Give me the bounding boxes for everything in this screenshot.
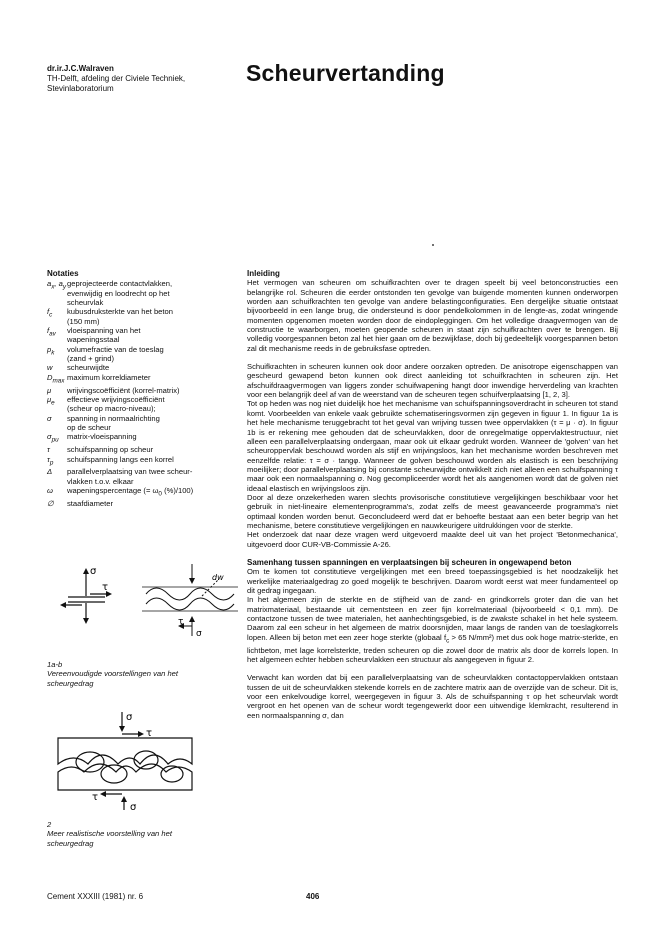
notation-item	[47, 307, 242, 326]
notation-description: kubusdruksterkte van het beton (150 mm)	[67, 307, 173, 326]
notation-description: matrix-vloeispanning	[67, 432, 137, 442]
paragraph: Het onderzoek dat naar deze vragen werd uitgevoerd maakte deel uit van het project 'Betonmechanica', uitgevoerd door CUR-VB-Commissie A-26.	[247, 530, 618, 549]
notation-item	[47, 499, 242, 508]
figure-2-caption-line-2: scheurgedrag	[47, 838, 94, 848]
paragraph: Tot op heden was nog niet duidelijk hoe het mechanisme van schuifspanningsoverdracht in scheuren tot stand komt. Voorbeelden van enkele vaak gebruikte schematiseringsvormen zijn gegeven in figuur 1. In figuur 1a is het hele mechanisme teruggebracht tot het geval van wrijving tussen twee oppervlakken (τ = μ · σ). In figuur 1b is er rekening mee gehouden dat de scheurvlakken, door de onregelmatige oppervlaktestructuur, niet alleen een parallelverplaatsing ondergaan, maar ook uit elkaar gedrukt worden. Wanneer de 'golven' van het scheuroppervlak beschouwd worden als stijf en wrijvingsloos, kan het mechanisme worden beschreven met eenzelfde relatie: τ = σ · tangφ. Wanneer de golven beschouwd worden als elastisch is een beschrijving moeilijker; door parallelverplaatsing bij constante scheurwijdte ontwikkelt zich niet alleen een schuifspanning τ maar ook een normaalspanning σ. Nog gecompliceerder wordt het als aangenomen wordt dat de golven niet ideaal elastisch en wrijvingsloos zijn.	[247, 399, 618, 493]
paragraph: Schuifkrachten in scheuren kunnen ook door andere oorzaken optreden. De anisotrope eigenschappen van gescheurd gewapend beton kunnen ook direct aanleiding tot schuifkrachten in scheuren zijn. Het afschuifdraagvermogen van liggers zonder schuifwapening hangt door inwendige herverdeling van krachten voor een belangrijk deel af van de weerstand van de scheuren tegen schuifverplaatsing [1, 2, 3].	[247, 362, 618, 400]
notation-symbol: ∅	[47, 498, 54, 508]
notation-symbol: $f_c$	[47, 307, 53, 319]
figure-1-caption	[47, 660, 237, 688]
notation-item	[47, 486, 242, 499]
section-heading-inleiding: Inleiding	[247, 269, 280, 278]
figure-1a	[60, 568, 112, 624]
notation-item	[47, 279, 242, 307]
notation-item	[47, 455, 242, 468]
notation-description: parallelverplaatsing van twee scheur- vlakken t.o.v. elkaar	[67, 467, 193, 486]
notation-description: schuifspanning op scheur	[67, 445, 154, 455]
notation-items	[47, 279, 242, 508]
notation-symbol: σ	[47, 413, 52, 423]
notation-symbol: $\sigma_{pu}$	[47, 432, 59, 444]
notation-heading: Notaties	[47, 269, 79, 278]
fig2-sigma-label: σ	[126, 712, 133, 723]
fig1b-dw-label: dw	[212, 573, 224, 582]
fig1a-sigma-label: σ	[90, 566, 97, 577]
notation-item	[47, 363, 242, 372]
fig1b-tau-label: τ	[178, 617, 184, 627]
notation-symbol: $f_{av}$	[47, 326, 56, 338]
notation-symbol: $D_{max}$	[47, 372, 65, 385]
figure-2-caption-line-1: Meer realistische voorstelling van het	[47, 829, 172, 839]
author-affiliation-1: TH-Delft, afdeling der Civiele Techniek,	[47, 74, 186, 83]
notation-description: spanning in normaalrichting op de scheur	[67, 413, 160, 433]
notation-description: effectieve wrijvingscoëfficiënt (scheur op macro-niveau);	[67, 394, 165, 414]
paragraph: Verwacht kan worden dat bij een parallelverplaatsing van de scheurvlakken contactoppervlakken ontstaan tussen de uit de scheurvlakken stekende korrels en de zachtere matrix aan de overzijde van de scheur. Dit is, voor een enkelvoudige korrel, weergegeven in figuur 3. Als de schuifspanning τ op het scheurvlak wordt vergroot en het openen van de scheur wordt tegengewerkt door een uitwendige klemkracht, resulterend in een normaalspanning σ, dan	[247, 673, 618, 720]
notation-item	[47, 414, 242, 433]
notation-description: vloeispanning van het wapeningsstaal	[67, 326, 141, 345]
section-heading-2: Samenhang tussen spanningen en verplaatsingen bij scheuren in ongewapend beton	[247, 557, 572, 567]
footer-page-number: 406	[306, 892, 320, 901]
paragraph: Om te komen tot constitutieve vergelijkingen met een breed toepassingsgebied is het noodzakelijk het werkelijke materiaalgedrag zo goed mogelijk te beschrijven. Daarom wordt eerst wat meer fundamenteel op dit gedrag ingegaan.	[247, 567, 618, 595]
notation-description: wrijvingscoëfficiënt (korrel-matrix)	[67, 385, 180, 395]
fig2-tau-label: τ	[146, 728, 153, 739]
figure-1-caption-line-1: Vereenvoudigde voorstellingen van het	[47, 669, 179, 679]
footer-journal: Cement XXXIII (1981) nr. 6	[47, 892, 144, 901]
paragraph: Het vermogen van scheuren om schuifkrachten over te dragen speelt bij veel betonconstructies een belangrijke rol. Scheuren die eerder ontstonden ten gevolge van buigende momenten kunnen onderworpen worden aan schuifkrachten ten gevolge van andere belastingconfiguraties. Een dergelijke situatie ontstaat bijvoorbeeld in een lange brug, die ondersteund is door pendelkolommen in de lengte-as, zodat wringende momenten opgenomen moeten worden door de eindopleggingen. Om het volledige draagvermogen van de constructie te waarborgen, moeten geopende scheuren in staat zijn schuifkrachten over te brengen. Bij volledig voorgespannen beton zal het hier gaan om de bezwijkfase, doch bij gedeeltelijk voorgespannen beton zal dit mechanisme reeds in de gebruiksfase optreden.	[247, 278, 618, 353]
paragraph: Door al deze onzekerheden waren slechts provisorische constitutieve vergelijkingen beschikbaar voor het gebruik in niet-lineaire elementenprogramma's, zodat zelfs de meest geavanceerde programma's niet optimaal konden worden benut. Geconcludeerd werd dat er behoefte bestaat aan een beter begrip van het mechanisme, betere constitutieve vergelijkingen en nauwkeurigere uitdrukkingen voor de sterkte.	[247, 492, 618, 530]
notation-symbol: Δ	[47, 467, 53, 477]
fig1a-tau-label: τ	[102, 582, 109, 593]
notation-description: staafdiameter	[67, 498, 114, 508]
figure-2-number: 2	[47, 820, 52, 829]
notation-item	[47, 445, 242, 454]
notation-description: volumefractie van de toeslag (zand + grind)	[67, 344, 164, 364]
figure-2-drawing	[50, 706, 200, 812]
notation-symbol: $\tau_p$	[47, 454, 54, 467]
notation-description: scheurwijdte	[67, 363, 110, 373]
notation-symbol: $p_k$	[47, 344, 55, 357]
body-text	[247, 269, 618, 729]
fig2-sigma-bottom-label: σ	[130, 802, 137, 812]
notation-description: geprojecteerde contactvlakken, evenwijdig en loodrecht op het scheurvlak	[67, 279, 173, 308]
notation-item	[47, 373, 242, 386]
notation-item	[47, 467, 242, 486]
figure-1-caption-line-2: scheurgedrag	[47, 678, 94, 688]
notation-description: schuifspanning langs een korrel	[67, 454, 174, 464]
notation-symbol: ω	[47, 486, 53, 496]
figure-2-caption	[47, 820, 237, 848]
figure-1-number: 1a-b	[47, 660, 63, 669]
notation-symbol: $\mu_e$	[47, 394, 55, 407]
notation-item	[47, 386, 242, 395]
notation-description: maximum korreldiameter	[67, 372, 151, 382]
author-name: dr.ir.J.C.Walraven	[47, 64, 114, 73]
notation-list	[47, 269, 242, 508]
notation-description: wapeningspercentage (= $\omega_0$ (%)/100)	[67, 486, 194, 498]
notation-item	[47, 395, 242, 414]
author-block	[47, 64, 237, 94]
notation-item	[47, 345, 242, 364]
author-affiliation-2: Stevinlaboratorium	[47, 84, 114, 93]
article-title: Scheurvertanding	[246, 60, 445, 86]
decorative-dot	[432, 244, 434, 246]
notation-symbol: μ	[47, 385, 52, 395]
notation-item	[47, 432, 242, 445]
notation-symbol: w	[47, 363, 53, 373]
notation-symbol: $a_x$, $a_y$	[47, 279, 67, 291]
notation-symbol: τ	[47, 445, 50, 455]
figure-1-drawing	[50, 560, 250, 650]
fig2-tau-bottom-label: τ	[92, 792, 99, 803]
notation-item	[47, 326, 242, 345]
fig1b-sigma-label: σ	[196, 629, 202, 639]
paragraph: In het algemeen zijn de sterkte en de stijfheid van de zand- en grindkorrels groter dan die van het matrixmateriaal, bestaande uit cementsteen en zeer fijn korrelmateriaal (bijvoorbeeld < 0,1 mm). De contactzone tussen de twee materialen, het aanhechtingsgebied, is de zwakste schakel in het hele systeem. Daarom zal een scheur in het algemeen de matrix doorsnijden, maar langs de randen van de toeslagkorrels lopen. Alleen bij beton met een zeer hoge sterkte (globaal $f_c > 65$ N/mm²) met dus ook hoge matrix-sterkte, en lichtbeton, met lage korrelsterkte, treden scheuren op die zowel door de matrix als door de korrels lopen. In het algemeen echter hebben scheurvlakken een structuur als aangegeven in figuur 2.	[247, 595, 618, 664]
